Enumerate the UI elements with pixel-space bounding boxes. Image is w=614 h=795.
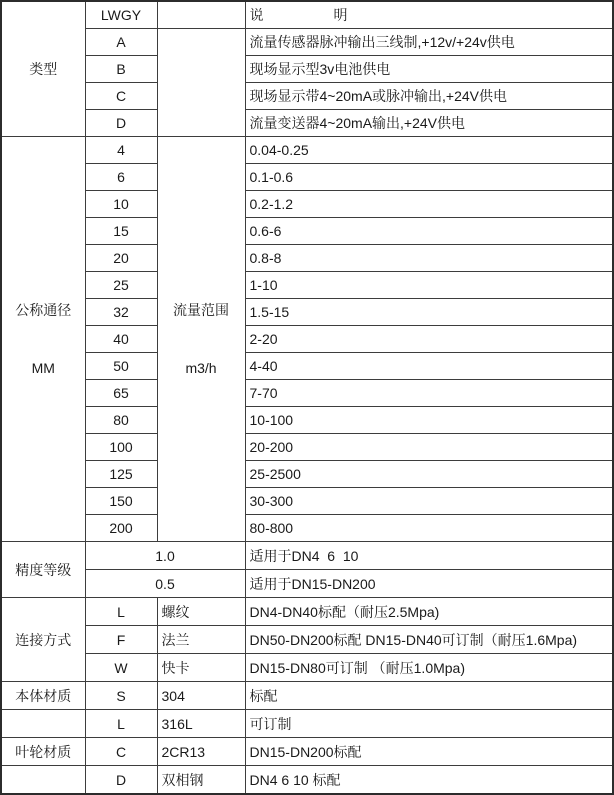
table-row [1, 598, 613, 626]
flow-range-cell: 0.04-0.25 [245, 137, 613, 164]
flow-range-cell: 4-40 [245, 353, 613, 380]
empty-cell [1, 766, 85, 795]
body-material-name-cell: 316L [157, 710, 245, 738]
table-row [1, 461, 613, 488]
dn-cell: 40 [85, 326, 157, 353]
dn-cell: 150 [85, 488, 157, 515]
impeller-material-desc-cell: DN15-DN200标配 [245, 738, 613, 766]
diameter-label-line1: 公称通径 [15, 302, 72, 318]
flow-range-cell: 25-2500 [245, 461, 613, 488]
flow-range-cell: 0.2-1.2 [245, 191, 613, 218]
table-row [1, 299, 613, 326]
table-row [1, 515, 613, 542]
flow-range-label [157, 137, 245, 542]
dn-cell: 50 [85, 353, 157, 380]
dn-cell: 20 [85, 245, 157, 272]
type-code-cell: C [85, 83, 157, 110]
connection-code-cell: W [85, 654, 157, 682]
flow-range-cell: 1.5-15 [245, 299, 613, 326]
table-row [1, 83, 613, 110]
connection-name-cell: 法兰 [157, 626, 245, 654]
table-row [1, 380, 613, 407]
type-code-cell: D [85, 110, 157, 137]
dn-cell: 32 [85, 299, 157, 326]
table-row [1, 353, 613, 380]
table-row [1, 654, 613, 682]
table-row [1, 766, 613, 795]
table-row [1, 164, 613, 191]
table-row [1, 218, 613, 245]
connection-desc-cell: DN15-DN80可订制 （耐压1.0Mpa) [245, 654, 613, 682]
flow-range-cell: 1-10 [245, 272, 613, 299]
table-row [1, 110, 613, 137]
flow-range-cell: 7-70 [245, 380, 613, 407]
table-row [1, 407, 613, 434]
flow-range-cell: 20-200 [245, 434, 613, 461]
flow-range-cell: 0.1-0.6 [245, 164, 613, 191]
flow-range-cell: 10-100 [245, 407, 613, 434]
dn-cell: 100 [85, 434, 157, 461]
diameter-section-label [1, 137, 85, 542]
impeller-material-desc-cell: DN4 6 10 标配 [245, 766, 613, 795]
dn-cell: 200 [85, 515, 157, 542]
table-row [1, 326, 613, 353]
flow-label-line2: m3/h [185, 360, 217, 376]
type-code-cell: A [85, 29, 157, 56]
dn-cell: 6 [85, 164, 157, 191]
body-material-desc-cell: 标配 [245, 682, 613, 710]
type-section-label: 类型 [1, 1, 85, 137]
table-row [1, 137, 613, 164]
empty-cell [157, 29, 245, 137]
dn-cell: 80 [85, 407, 157, 434]
accuracy-section-label: 精度等级 [1, 542, 85, 598]
table-row [1, 542, 613, 570]
accuracy-grade-cell: 1.0 [85, 542, 245, 570]
flow-range-cell: 0.6-6 [245, 218, 613, 245]
table-row [1, 710, 613, 738]
body-material-desc-cell: 可订制 [245, 710, 613, 738]
empty-cell [157, 1, 245, 29]
impeller-material-code-cell: C [85, 738, 157, 766]
connection-code-cell: L [85, 598, 157, 626]
table-row [1, 570, 613, 598]
dn-cell: 65 [85, 380, 157, 407]
dn-cell: 25 [85, 272, 157, 299]
table-row [1, 1, 613, 29]
connection-code-cell: F [85, 626, 157, 654]
empty-cell [1, 710, 85, 738]
connection-name-cell: 快卡 [157, 654, 245, 682]
flow-range-cell: 80-800 [245, 515, 613, 542]
table-row [1, 488, 613, 515]
body-material-section-label: 本体材质 [1, 682, 85, 710]
body-material-code-cell: S [85, 682, 157, 710]
dn-cell: 4 [85, 137, 157, 164]
connection-section-label: 连接方式 [1, 598, 85, 682]
accuracy-desc-cell: 适用于DN4 6 10 [245, 542, 613, 570]
dn-cell: 125 [85, 461, 157, 488]
impeller-material-name-cell: 双相钢 [157, 766, 245, 795]
model-code-cell: LWGY [85, 1, 157, 29]
type-desc-cell: 流量变送器4~20mA输出,+24V供电 [245, 110, 613, 137]
connection-desc-cell: DN4-DN40标配（耐压2.5Mpa) [245, 598, 613, 626]
dn-cell: 15 [85, 218, 157, 245]
dn-cell: 10 [85, 191, 157, 218]
body-material-code-cell: L [85, 710, 157, 738]
diameter-label-line2: MM [31, 360, 55, 376]
description-header-cell: 说 明 [245, 1, 613, 29]
body-material-name-cell: 304 [157, 682, 245, 710]
table-row [1, 738, 613, 766]
flow-range-cell: 30-300 [245, 488, 613, 515]
impeller-material-section-label: 叶轮材质 [1, 738, 85, 766]
table-row [1, 682, 613, 710]
table-row [1, 245, 613, 272]
impeller-material-name-cell: 2CR13 [157, 738, 245, 766]
connection-desc-cell: DN50-DN200标配 DN15-DN40可订制（耐压1.6Mpa) [245, 626, 613, 654]
accuracy-grade-cell: 0.5 [85, 570, 245, 598]
type-desc-cell: 现场显示带4~20mA或脉冲输出,+24V供电 [245, 83, 613, 110]
impeller-material-code-cell: D [85, 766, 157, 795]
table-row [1, 29, 613, 56]
connection-name-cell: 螺纹 [157, 598, 245, 626]
flow-label-line1: 流量范围 [173, 302, 229, 318]
table-row [1, 434, 613, 461]
flow-range-cell: 2-20 [245, 326, 613, 353]
table-row [1, 191, 613, 218]
table-row [1, 626, 613, 654]
type-desc-cell: 流量传感器脉冲输出三线制,+12v/+24v供电 [245, 29, 613, 56]
table-row [1, 272, 613, 299]
accuracy-desc-cell: 适用于DN15-DN200 [245, 570, 613, 598]
flow-range-cell: 0.8-8 [245, 245, 613, 272]
table-row [1, 56, 613, 83]
type-code-cell: B [85, 56, 157, 83]
type-desc-cell: 现场显示型3v电池供电 [245, 56, 613, 83]
